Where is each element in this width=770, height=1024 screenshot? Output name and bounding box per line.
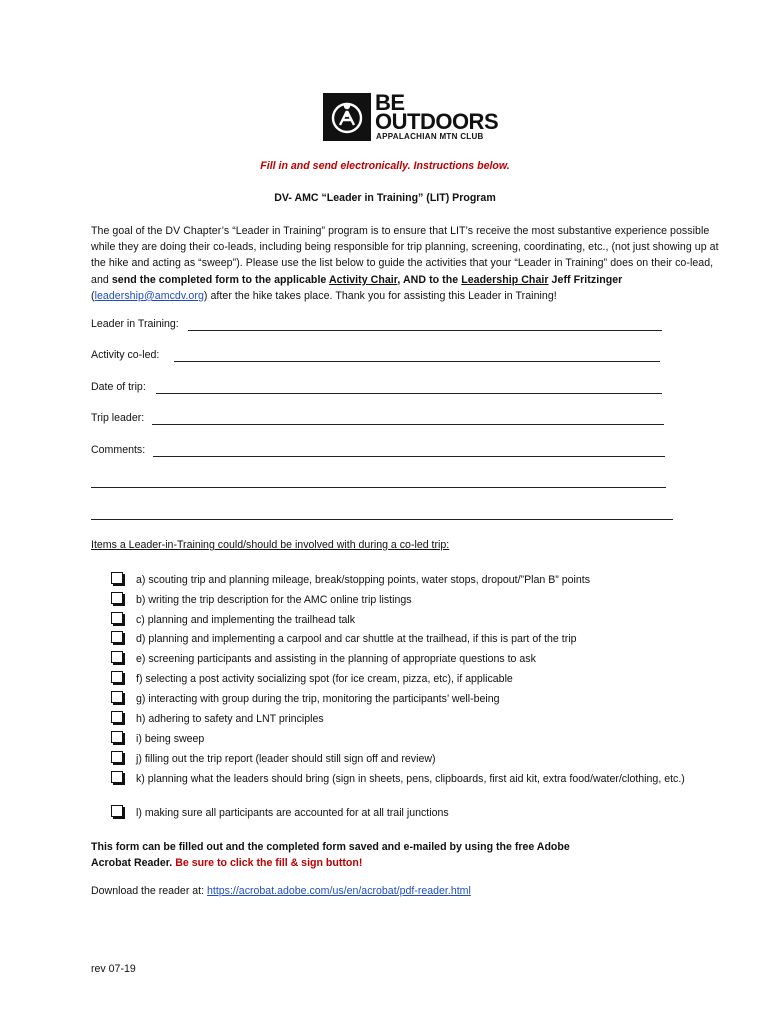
hiker-badge-icon <box>323 93 371 141</box>
checklist-item-label: a) scouting trip and planning mileage, break/stopping points, water stops, dropout/”Plan B” points <box>136 574 591 586</box>
date-of-trip-label: Date of trip: <box>91 381 146 393</box>
acrobat-note <box>91 839 611 871</box>
items-heading: Items a Leader-in-Training could/should be involved with during a co-led trip: <box>91 539 450 551</box>
comments-line-2[interactable] <box>91 487 666 488</box>
intro-part1: The goal of the DV Chapter’s “Leader in Training” program is to ensure that LIT’s receive the most substantive experience possible while they are doing their co-leads, including being responsible for trip planning, screening, coordinating, etc., (not just showing up at the hike and acting as “sweep”). Please use the list below to guide the activities that your “Leader in Training” does on their co-lead, and <box>91 225 719 286</box>
checkbox-icon[interactable] <box>111 651 123 663</box>
activity-co-led-label: Activity co-led: <box>91 349 160 361</box>
email-link[interactable]: leadership@amcdv.org <box>94 289 204 302</box>
checkbox-icon[interactable] <box>111 711 123 723</box>
acrobat-reader-link[interactable]: https://acrobat.adobe.com/us/en/acrobat/pdf-reader.html <box>207 885 471 897</box>
checkbox-icon[interactable] <box>111 805 123 817</box>
checklist-item-label: f) selecting a post activity socializing spot (for ice cream, pizza, etc), if applicable <box>136 673 513 685</box>
checklist-item-label: k) planning what the leaders should bring (sign in sheets, pens, clipboards, first aid kit, extra food/water/clothing, etc.) <box>136 773 685 785</box>
comments-field[interactable] <box>153 456 665 457</box>
logo-line-outdoors: OUTDOORS <box>375 109 499 134</box>
checkbox-icon[interactable] <box>111 671 123 683</box>
checklist-item-label: b) writing the trip description for the AMC online trip listings <box>136 594 412 606</box>
intro-part2: ) after the hike takes place. Thank you for assisting this Leader in Training! <box>203 289 557 302</box>
checkbox-icon[interactable] <box>111 691 123 703</box>
checkbox-icon[interactable] <box>111 612 123 624</box>
checkbox-icon[interactable] <box>111 751 123 763</box>
trip-leader-field[interactable] <box>152 424 664 425</box>
download-label: Download the reader at: <box>91 885 208 897</box>
checklist-item-label: h) adhering to safety and LNT principles <box>136 713 324 725</box>
program-title: DV- AMC “Leader in Training” (LIT) Program <box>274 192 496 204</box>
checkbox-icon[interactable] <box>111 731 123 743</box>
checklist-item-label: d) planning and implementing a carpool and car shuttle at the trailhead, if this is part of the trip <box>136 633 577 645</box>
checkbox-icon[interactable] <box>111 631 123 643</box>
revision-label: rev 07-19 <box>91 963 136 975</box>
be-outdoors-logo <box>323 90 503 143</box>
intro-bold2: , AND to the <box>397 273 462 286</box>
intro-bold1: send the completed form to the applicable <box>111 273 329 286</box>
checkbox-icon[interactable] <box>111 592 123 604</box>
fill-sign-reminder: Be sure to click the fill & sign button! <box>175 857 363 869</box>
checkbox-icon[interactable] <box>111 572 123 584</box>
intro-paragraph <box>91 223 731 304</box>
logo-line-be: BE <box>375 90 405 115</box>
leader-in-training-field[interactable] <box>188 330 662 331</box>
intro-paren: ( <box>91 289 95 302</box>
checklist-item-label: l) making sure all participants are accounted for at all trail junctions <box>136 807 449 819</box>
download-line <box>91 885 471 897</box>
intro-bold3: Jeff Fritzinger <box>548 273 623 286</box>
logo-line-amc: APPALACHIAN MTN CLUB <box>376 132 484 141</box>
trip-leader-label: Trip leader: <box>91 412 145 424</box>
date-of-trip-field[interactable] <box>156 393 662 394</box>
instructions-text: Fill in and send electronically. Instructions below. <box>260 160 510 172</box>
comments-line-3[interactable] <box>91 519 673 520</box>
leader-in-training-label: Leader in Training: <box>91 318 179 330</box>
checklist-item-label: j) filling out the trip report (leader should still sign off and review) <box>136 753 436 765</box>
checklist-item-label: c) planning and implementing the trailhead talk <box>136 614 356 626</box>
checklist-item-label: g) interacting with group during the trip, monitoring the participants’ well-being <box>136 693 500 705</box>
activity-chair-link: Activity Chair <box>328 273 398 286</box>
checklist-item-label: i) being sweep <box>136 733 205 745</box>
checkbox-icon[interactable] <box>111 771 123 783</box>
leadership-chair-link: Leadership Chair <box>461 273 549 286</box>
activity-co-led-field[interactable] <box>174 361 660 362</box>
checklist-item-label: e) screening participants and assisting in the planning of appropriate questions to ask <box>136 653 536 665</box>
comments-label: Comments: <box>91 444 146 456</box>
acrobat-note-text: This form can be filled out and the completed form saved and e-mailed by using the free Adobe Acrobat Reader. <box>91 841 570 869</box>
